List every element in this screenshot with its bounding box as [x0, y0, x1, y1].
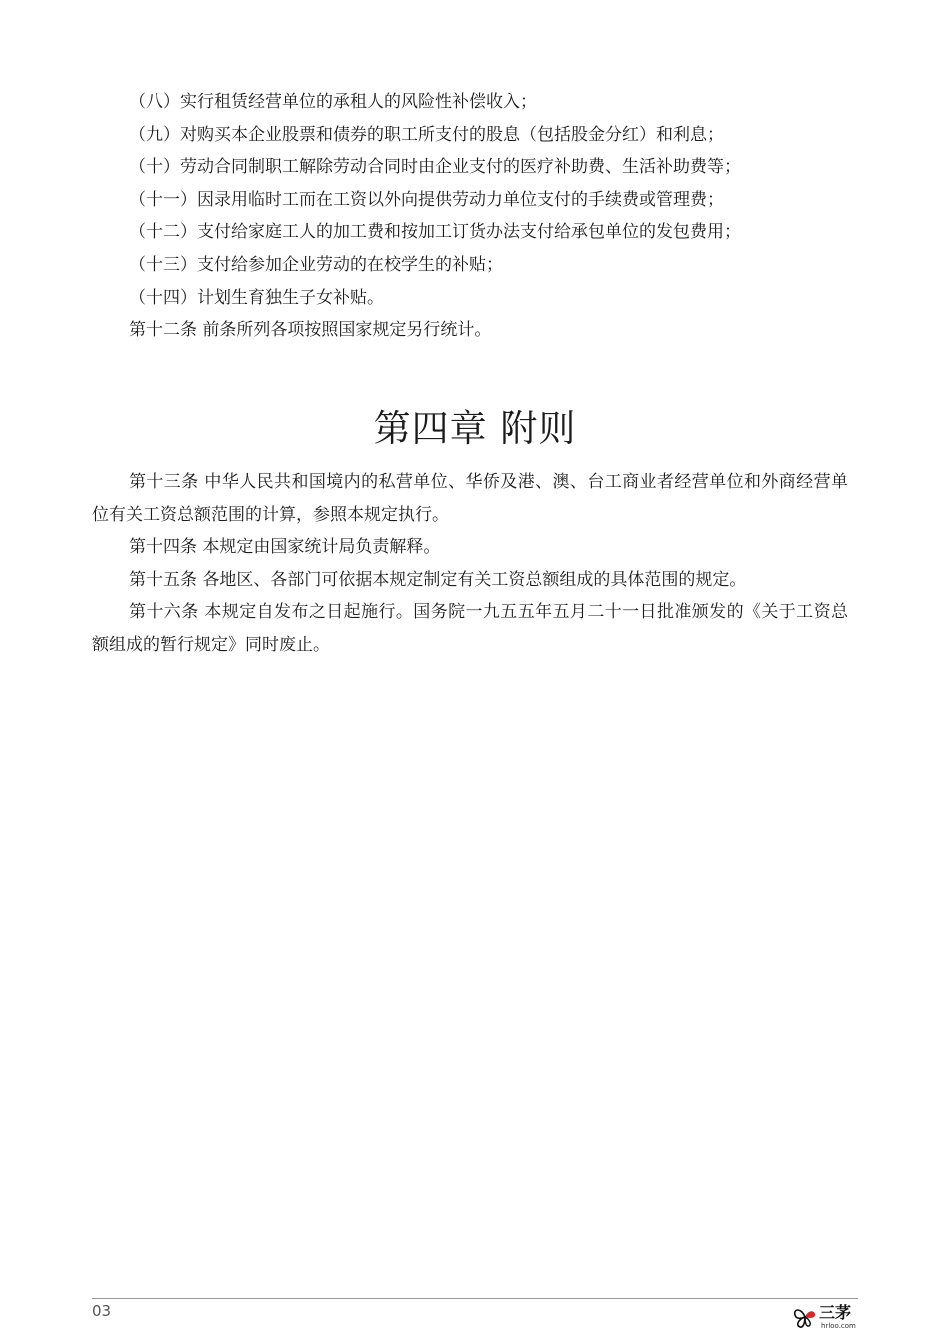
list-item: （十二）支付给家庭工人的加工费和按加工订货办法支付给承包单位的发包费用； — [129, 222, 741, 243]
list-item: （九）对购买本企业股票和债券的职工所支付的股息（包括股金分红）和利息； — [129, 124, 724, 145]
page-number: 03 — [92, 1302, 112, 1320]
footer-divider — [92, 1298, 858, 1299]
article-14: 第十四条 本规定由国家统计局负责解释。 — [129, 537, 441, 558]
list-item: （十三）支付给参加企业劳动的在校学生的补贴； — [129, 254, 503, 275]
list-item: （十四）计划生育独生子女补贴。 — [129, 287, 384, 308]
list-item: （十）劳动合同制职工解除劳动合同时由企业支付的医疗补助费、生活补助费等； — [129, 157, 741, 178]
butterfly-logo-icon — [792, 1304, 818, 1330]
article-list — [92, 466, 848, 662]
benefit-item-list — [92, 86, 858, 347]
list-item: （八）实行租赁经营单位的承租人的风险性补偿收入； — [129, 92, 537, 112]
article-13: 第十三条 中华人民共和国境内的私营单位、华侨及港、澳、台工商业者经营单位和外商经营单位有关工资总额范围的计算，参照本规定执行。 — [92, 472, 848, 525]
chapter-title: 第四章 附则 — [373, 407, 577, 450]
article-16: 第十六条 本规定自发布之日起施行。国务院一九五五年五月二十一日批准颁发的《关于工资总额组成的暂行规定》同时废止。 — [92, 602, 848, 655]
article-15: 第十五条 各地区、各部门可依据本规定制定有关工资总额组成的具体范围的规定。 — [129, 569, 747, 590]
logo-domain: hrloo.com — [821, 1322, 856, 1330]
article-12: 第十二条 前条所列各项按照国家规定另行统计。 — [129, 320, 492, 341]
list-item: （十一）因录用临时工而在工资以外向提供劳动力单位支付的手续费或管理费； — [129, 189, 724, 210]
logo-text: 三茅 — [819, 1303, 852, 1322]
site-logo — [792, 1302, 860, 1338]
